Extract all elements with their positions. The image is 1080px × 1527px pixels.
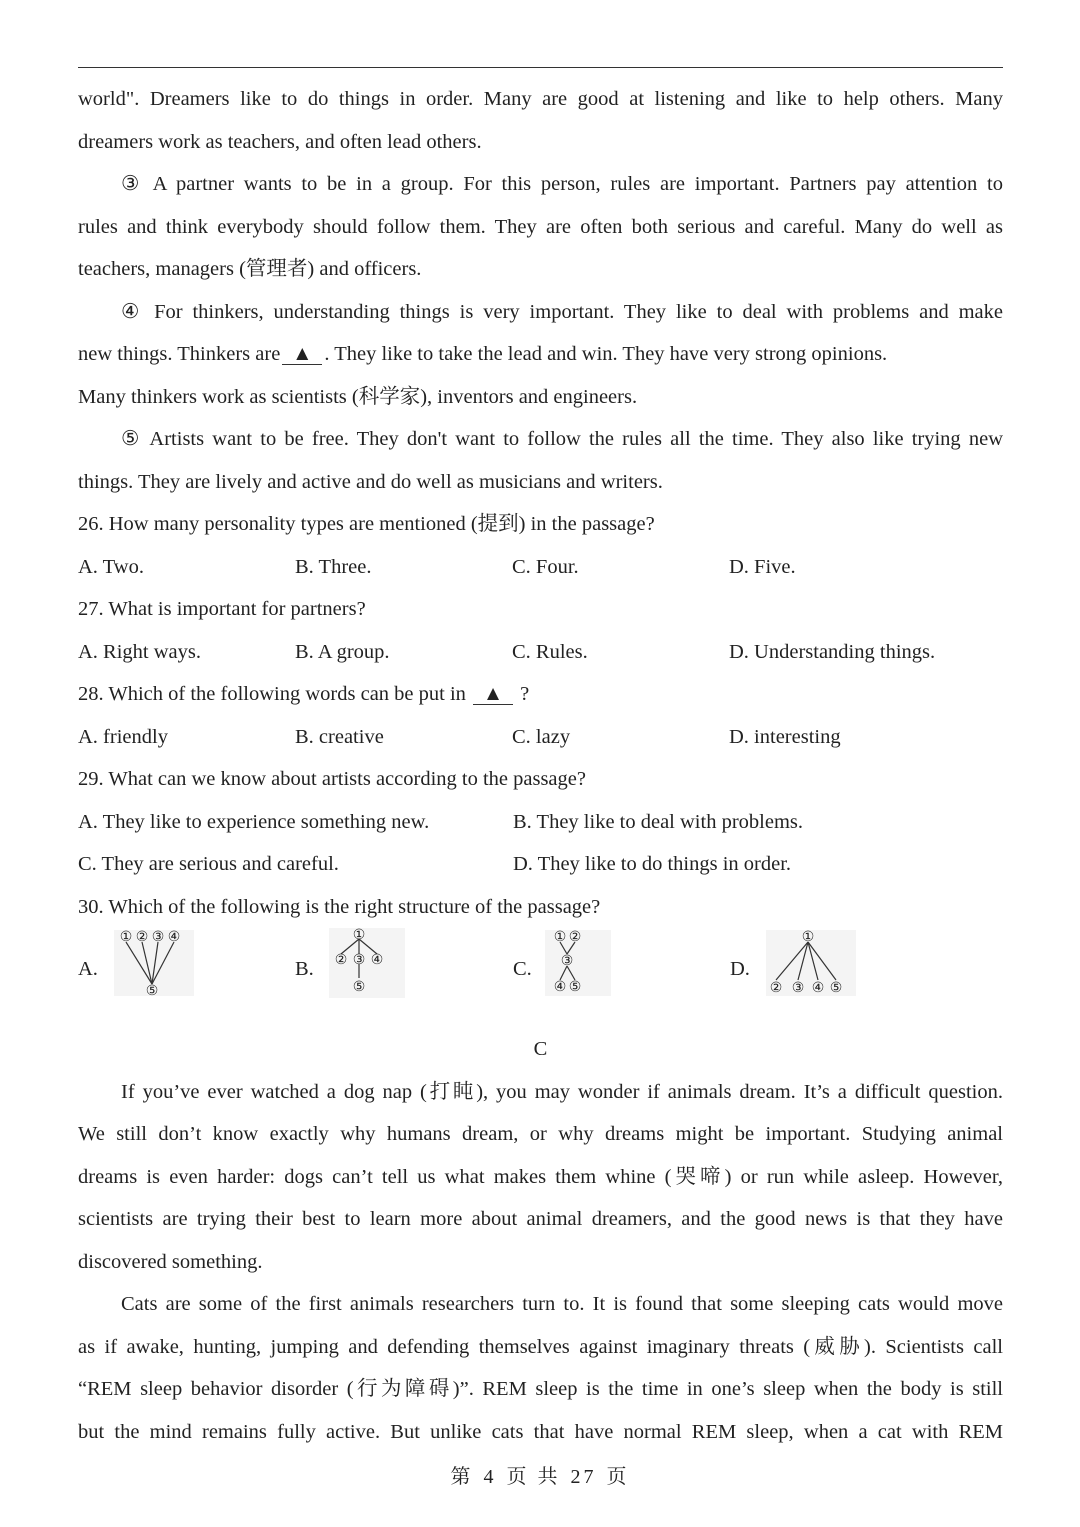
footer-middle: 页 共 <box>506 1466 561 1488</box>
option-d: D. Five. <box>729 555 796 578</box>
exam-page <box>78 78 1003 1453</box>
paragraph-line: If you’ve ever watched a dog nap (打盹), you may wonder if animals dream. It’s a difficult question. <box>121 1080 1003 1103</box>
option-a: A. Right ways. <box>78 640 201 663</box>
option-a-label: A. <box>78 958 98 980</box>
question-26 <box>78 503 1003 588</box>
question-28 <box>78 673 1003 758</box>
blank-suffix: . They like to take the lead and win. They have very strong opinions. <box>324 343 888 365</box>
node-label: ⑤ <box>352 980 366 995</box>
node-label: ③ <box>151 930 165 945</box>
option-c-diagram <box>513 928 653 1028</box>
option-d-diagram <box>730 928 910 1028</box>
paragraph-line: Many thinkers work as scientists (科学家), inventors and engineers. <box>78 385 638 408</box>
node-label: ③ <box>791 981 805 996</box>
question-30 <box>78 886 1003 1029</box>
structure-diagrams <box>78 928 1003 1028</box>
node-label: ④ <box>167 930 181 945</box>
node-label: ④ <box>811 981 825 996</box>
node-label: ③ <box>352 953 366 968</box>
option-a-diagram <box>78 928 218 1028</box>
question-options <box>78 801 1003 844</box>
option-d: D. interesting <box>729 725 841 748</box>
question-stem: 29. What can we know about artists according to the passage? <box>78 768 586 790</box>
paragraph-line: rules and think everybody should follow them. They are often both serious and careful. Many do well as <box>78 215 1003 238</box>
option-d: D. They like to do things in order. <box>513 853 792 875</box>
passage-c <box>78 1071 1003 1454</box>
section-heading: C <box>533 1038 548 1060</box>
option-c: C. Rules. <box>512 640 588 663</box>
paragraph-line: things. They are lively and active and do well as musicians and writers. <box>78 470 663 493</box>
node-label: ① <box>119 930 133 945</box>
option-c: C. Four. <box>512 555 579 578</box>
question-stem: 30. Which of the following is the right structure of the passage? <box>78 895 601 918</box>
option-a: A. friendly <box>78 725 168 748</box>
question-options <box>78 546 1003 589</box>
paragraph-line: discovered something. <box>78 1250 263 1273</box>
structure-diagram-c <box>545 930 611 996</box>
paragraph-line: ③ A partner wants to be in a group. For this person, rules are important. Partners pay attention to <box>121 173 1003 195</box>
node-label: ① <box>801 930 815 945</box>
node-label: ⑤ <box>145 984 159 996</box>
node-label: ③ <box>560 954 574 969</box>
paragraph-line: teachers, managers (管理者) and officers. <box>78 258 422 280</box>
option-a: A. They like to experience something new. <box>78 810 430 833</box>
option-d: D. Understanding things. <box>729 640 936 663</box>
page-footer <box>0 1460 1080 1489</box>
option-b-diagram <box>295 928 435 1028</box>
footer-page-number: 4 <box>483 1466 497 1488</box>
node-label: ② <box>568 930 582 945</box>
header-rule <box>78 67 1003 68</box>
paragraph-line: “REM sleep behavior disorder (行为障碍)”. REM sleep is the time in one’s sleep when the body is still <box>78 1378 1003 1400</box>
question-options <box>78 843 1003 886</box>
option-b: B. creative <box>295 725 384 748</box>
paragraph-line: world". Dreamers like to do things in order. Many are good at listening and like to help others. Many <box>78 88 1003 110</box>
question-27 <box>78 588 1003 673</box>
paragraph-line: as if awake, hunting, jumping and defending themselves against imaginary threats (威胁). Scientists call <box>78 1335 1003 1358</box>
option-b-label: B. <box>295 958 314 980</box>
node-label: ① <box>352 928 366 943</box>
question-stem: 27. What is important for partners? <box>78 598 366 620</box>
question-stem <box>78 673 1003 716</box>
structure-diagram-d <box>766 930 856 996</box>
node-label: ④ <box>370 953 384 968</box>
structure-diagram-b <box>329 928 405 998</box>
node-label: ① <box>553 930 567 945</box>
question-options <box>78 631 1003 674</box>
option-b: B. A group. <box>295 640 390 663</box>
paragraph-line: ④ For thinkers, understanding things is very important. They like to deal with problems and make <box>121 300 1003 323</box>
paragraph-line: dreamers work as teachers, and often lead others. <box>78 130 482 153</box>
option-d-label: D. <box>730 958 750 980</box>
node-label: ② <box>135 930 149 945</box>
footer-total-pages: 27 <box>570 1466 597 1488</box>
question-options <box>78 716 1003 759</box>
footer-suffix: 页 <box>606 1466 630 1488</box>
paragraph-line: Cats are some of the first animals researchers turn to. It is found that some sleeping cats would move <box>121 1293 1003 1315</box>
answer-blank: ▲ <box>282 344 322 365</box>
option-c: C. lazy <box>512 725 571 748</box>
node-label: ⑤ <box>829 981 843 996</box>
question-stem: 26. How many personality types are mentioned (提到) in the passage? <box>78 513 655 535</box>
structure-diagram-a <box>114 930 194 996</box>
node-label: ④ <box>553 980 567 995</box>
node-label: ⑤ <box>568 980 582 995</box>
question-29 <box>78 758 1003 886</box>
answer-blank: ▲ <box>473 684 513 705</box>
node-label: ② <box>334 953 348 968</box>
passage-b <box>78 78 1003 503</box>
paragraph-line: We still don’t know exactly why humans dream, or why dreams might be important. Studying animal <box>78 1123 1003 1145</box>
paragraph-line: dreams is even harder: dogs can’t tell us what makes them whine (哭啼) or run while asleep. However, <box>78 1165 1003 1188</box>
stem-question-mark: ? <box>520 683 530 705</box>
option-b: B. They like to deal with problems. <box>513 810 803 833</box>
option-b: B. Three. <box>295 555 372 578</box>
option-c-label: C. <box>513 958 532 980</box>
paragraph-line: but the mind remains fully active. But unlike cats that have normal REM sleep, when a cat with REM <box>78 1420 1003 1443</box>
paragraph-line-with-blank <box>78 333 1003 376</box>
paragraph-line: scientists are trying their best to learn more about animal dreamers, and the good news is that they have <box>78 1208 1003 1230</box>
stem-text: 28. Which of the following words can be put in <box>78 683 466 705</box>
option-a: A. Two. <box>78 555 144 578</box>
footer-prefix: 第 <box>450 1466 474 1488</box>
blank-prefix: new things. Thinkers are <box>78 343 281 365</box>
node-label: ② <box>769 981 783 996</box>
paragraph-line: ⑤ Artists want to be free. They don't want to follow the rules all the time. They also like trying new <box>121 428 1003 450</box>
option-c: C. They are serious and careful. <box>78 853 339 875</box>
